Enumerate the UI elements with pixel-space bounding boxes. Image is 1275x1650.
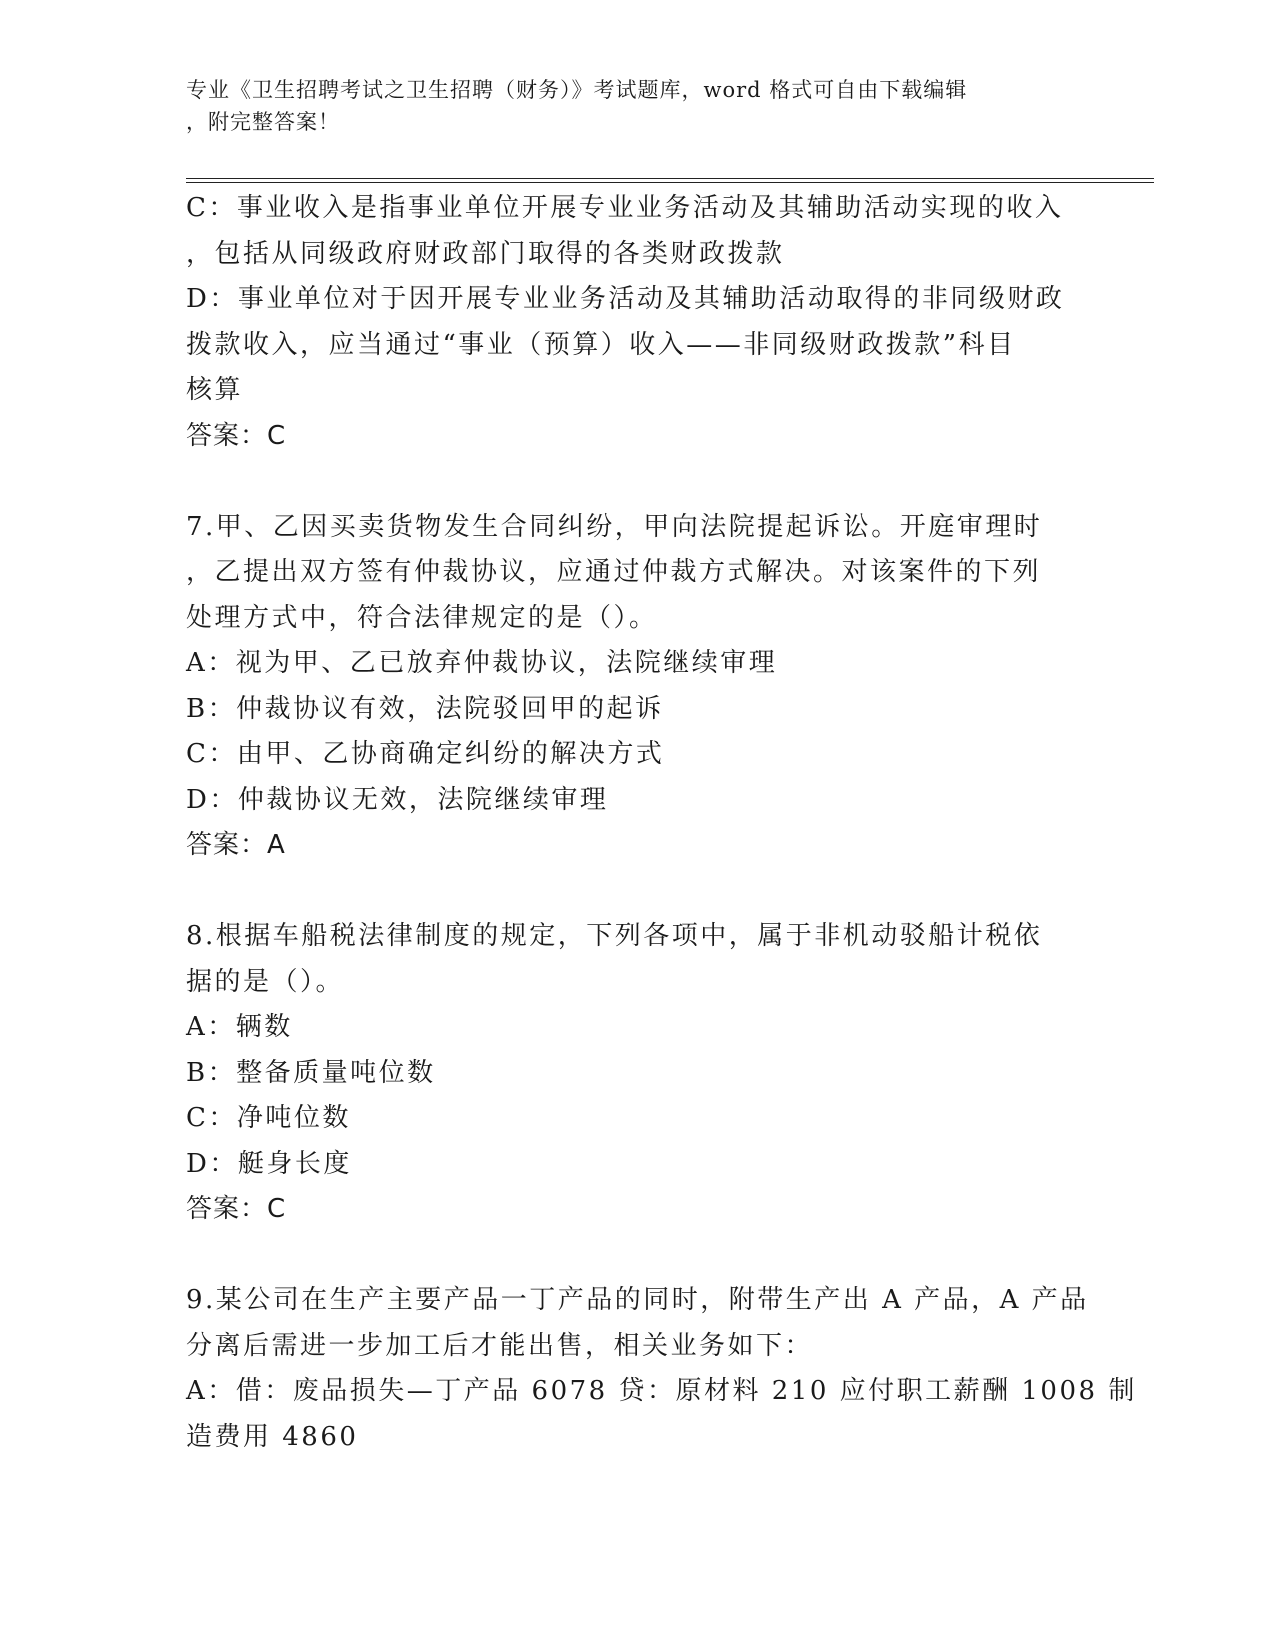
question-7 (186, 505, 1086, 869)
question-6-tail (186, 186, 1086, 459)
spacer (186, 1233, 1086, 1279)
q6-option-d-line-3: 核算 (186, 375, 244, 405)
q8-option-d: D：艇身长度 (186, 1148, 352, 1179)
spacer (186, 459, 1086, 505)
q7-stem-line-1: 7.甲、乙因买卖货物发生合同纠纷，甲向法院提起诉讼。开庭审理时 (186, 511, 1043, 542)
q8-option-c: C：净吨位数 (186, 1103, 351, 1133)
q7-answer: 答案：A (186, 830, 286, 860)
q8-option-a: A：辆数 (186, 1012, 293, 1042)
q9-option-a-line-1: A：借：废品损失—丁产品 6078 贷：原材料 210 应付职工薪酬 1008 制 (186, 1376, 1137, 1406)
question-9 (186, 1278, 1137, 1460)
page-header (186, 74, 1066, 138)
question-content (186, 186, 1137, 1460)
q6-option-c-line-2: ，包括从同级政府财政部门取得的各类财政拨款 (186, 238, 785, 269)
q8-stem-line-1: 8.根据车船税法律制度的规定，下列各项中，属于非机动驳船计税依 (186, 921, 1043, 951)
header-double-rule (186, 178, 1154, 183)
q7-option-a: A：视为甲、乙已放弃仲裁协议，法院继续审理 (186, 648, 778, 678)
question-8 (186, 914, 1086, 1233)
q8-answer: 答案：C (186, 1194, 287, 1224)
q7-option-d: D：仲裁协议无效，法院继续审理 (186, 784, 609, 815)
q7-stem-line-3: 处理方式中，符合法律规定的是（）。 (186, 602, 658, 633)
q6-option-d-line-2: 拨款收入，应当通过“事业（预算）收入——非同级财政拨款”科目 (186, 329, 1016, 360)
q7-option-c: C：由甲、乙协商确定纠纷的解决方式 (186, 739, 665, 769)
header-line-1: 专业《卫生招聘考试之卫生招聘（财务）》考试题库，word 格式可自由下载编辑 (186, 78, 968, 102)
q6-answer: 答案：C (186, 420, 287, 451)
q7-stem-line-2: ，乙提出双方签有仲裁协议，应通过仲裁方式解决。对该案件的下列 (186, 557, 1042, 587)
header-line-2: ，附完整答案！ (186, 110, 340, 134)
q6-option-c-line-1: C：事业收入是指事业单位开展专业业务活动及其辅助活动实现的收入 (186, 193, 1064, 223)
q9-option-a-line-2: 造费用 4860 (186, 1421, 359, 1452)
q7-option-b: B：仲裁协议有效，法院驳回甲的起诉 (186, 693, 664, 724)
q9-stem-line-1: 9.某公司在生产主要产品一丁产品的同时，附带生产出 A 产品，A 产品 (186, 1285, 1089, 1315)
q6-option-d-line-1: D：事业单位对于因开展专业业务活动及其辅助活动取得的非同级财政 (186, 284, 1065, 314)
q8-stem-line-2: 据的是（）。 (186, 966, 345, 997)
q8-option-b: B：整备质量吨位数 (186, 1057, 436, 1088)
spacer (186, 869, 1086, 915)
q9-stem-line-2: 分离后需进一步加工后才能出售，相关业务如下： (186, 1330, 814, 1361)
